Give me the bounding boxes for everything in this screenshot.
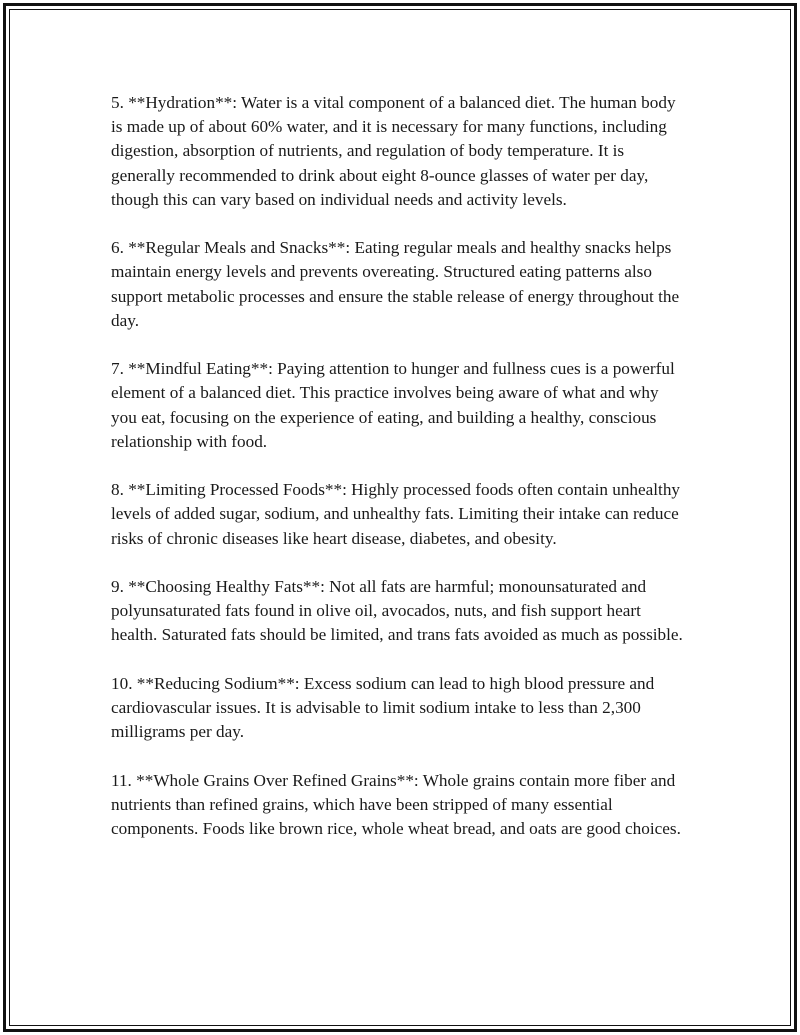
- paragraph-healthy-fats: 9. **Choosing Healthy Fats**: Not all fats are harmful; monounsaturated and polyunsaturated fats found in olive oil, avocados, nuts, and fish support heart health. Saturated fats should be limited, and trans fats avoided as much as possible.: [111, 577, 683, 645]
- paragraph-whole-grains: 11. **Whole Grains Over Refined Grains**: Whole grains contain more fiber and nutrients than refined grains, which have been stripped of many essential components. Foods like brown rice, whole wheat bread, and oats are good choices.: [111, 770, 681, 838]
- paragraph-hydration: 5. **Hydration**: Water is a vital component of a balanced diet. The human body is made up of about 60% water, and it is necessary for many functions, including digestion, absorption of nutrients, and regulation of body temperature. It is generally recommended to drink about eight 8-ounce glasses of water per day, though this can vary based on individual needs and activity levels.: [111, 93, 676, 209]
- paragraph-limiting-processed-foods: 8. **Limiting Processed Foods**: Highly processed foods often contain unhealthy levels of added sugar, sodium, and unhealthy fats. Limiting their intake can reduce risks of chronic diseases like heart disease, diabetes, and obesity.: [111, 480, 681, 548]
- document-body: [111, 91, 686, 865]
- paragraph-reducing-sodium: 10. **Reducing Sodium**: Excess sodium can lead to high blood pressure and cardiovascular issues. It is advisable to limit sodium intake to less than 2,300 milligrams per day.: [111, 673, 655, 742]
- paragraph-mindful-eating: 7. **Mindful Eating**: Paying attention to hunger and fullness cues is a powerful element of a balanced diet. This practice involves being aware of what and why you eat, focusing on the experience of eating, and building a healthy, conscious relationship with food.: [111, 359, 675, 451]
- paragraph-regular-meals: 6. **Regular Meals and Snacks**: Eating regular meals and healthy snacks helps maintain energy levels and prevents overeating. Structured eating patterns also support metabolic processes and ensure the stable release of energy throughout the day.: [111, 238, 680, 330]
